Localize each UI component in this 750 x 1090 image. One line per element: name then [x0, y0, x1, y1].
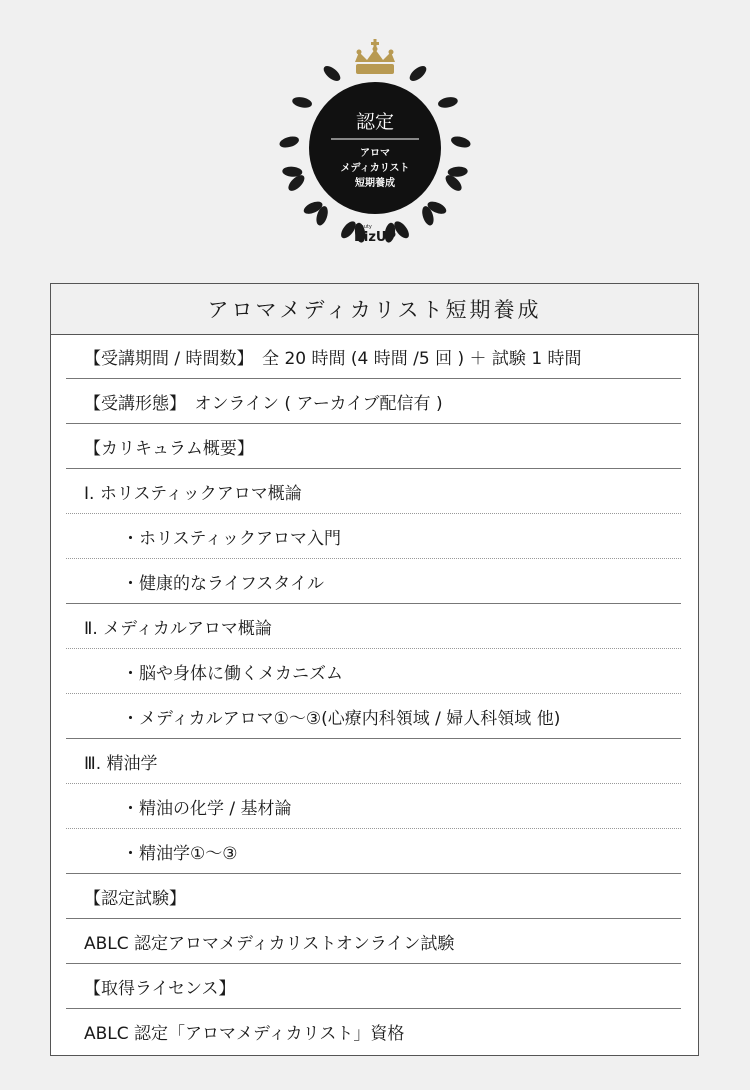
- laurel-leaf: [437, 95, 459, 109]
- laurel-leaf: [278, 134, 300, 149]
- card-title: アロマメディカリスト短期養成: [51, 284, 698, 335]
- curriculum-subitem: ・精油の化学 / 基材論: [66, 784, 681, 829]
- info-row: 【認定試験】: [66, 874, 681, 919]
- info-row: Ⅱ. メディカルアロマ概論: [66, 604, 681, 649]
- laurel-leaf: [450, 134, 472, 149]
- badge-line3: 短期養成: [355, 178, 395, 189]
- info-row: 【受講期間 / 時間数】 全 20 時間 (4 時間 /5 回 ) ＋ 試験 1 時間: [66, 334, 681, 379]
- badge-graphic: [275, 38, 475, 248]
- info-row: Ⅰ. ホリスティックアロマ概論: [66, 469, 681, 514]
- badge-line2: メディカリスト: [340, 163, 410, 174]
- brand-logo: BizUP: [353, 230, 397, 245]
- curriculum-subitem: ・脳や身体に働くメカニズム: [66, 649, 681, 694]
- badge-line1: アロマ: [360, 148, 390, 159]
- crown-icon: [355, 39, 395, 74]
- info-row: Ⅲ. 精油学: [66, 739, 681, 784]
- info-row: ABLC 認定「アロマメディカリスト」資格: [84, 1024, 405, 1044]
- curriculum-subitem: ・ホリスティックアロマ入門: [66, 514, 681, 559]
- course-info-card: [50, 283, 699, 1056]
- certification-badge: [275, 38, 475, 248]
- laurel-leaf: [321, 63, 343, 84]
- badge-title: 認定: [355, 111, 395, 133]
- info-row: ABLC 認定アロマメディカリストオンライン試験: [66, 919, 681, 964]
- curriculum-subitem: ・メディカルアロマ①～③(心療内科領域 / 婦人科領域 他): [66, 694, 681, 739]
- curriculum-subitem: ・精油学①～③: [66, 829, 681, 874]
- curriculum-subitem: ・健康的なライフスタイル: [66, 559, 681, 604]
- laurel-leaf: [291, 95, 313, 109]
- brand-small: Beauty: [354, 224, 372, 230]
- info-row: 【カリキュラム概要】: [66, 424, 681, 469]
- info-row: 【受講形態】 オンライン ( アーカイブ配信有 ): [66, 379, 681, 424]
- info-row: 【取得ライセンス】: [66, 964, 681, 1009]
- laurel-leaf: [407, 63, 429, 84]
